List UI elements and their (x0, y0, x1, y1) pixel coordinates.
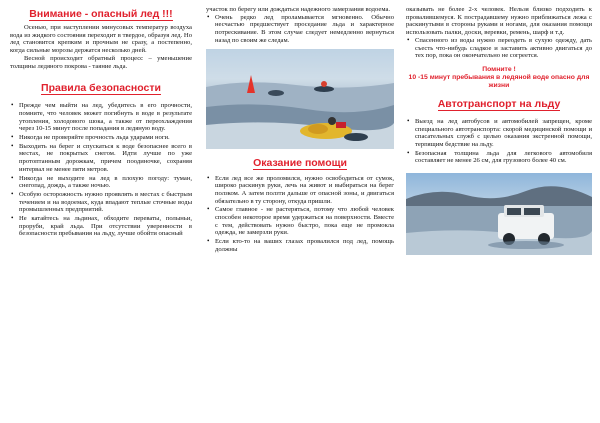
rules-list (10, 102, 192, 238)
rule-item: • Особую осторожность нужно проявлять в местах с быстрым течением и на водоемах, куда впадают теплые сточные воды промышленных предприятий. (10, 191, 192, 214)
aid-list (406, 37, 592, 60)
ice-rescue-illustration (206, 49, 394, 149)
attention-heading: Внимание - опасный лед !!! (29, 8, 173, 20)
auto-heading: Автотранспорт на льду (437, 97, 561, 110)
auto-item: • Безопасная толщина льда для легкового автомобиля составляет не менее 26 см, для грузового более 40 см. (406, 150, 592, 165)
column-3 (400, 0, 600, 423)
continued-text: оказывать не более 2-х человек. Нельзя близко подходить к провалившемуся. К пострадавшему нужно приближаться лежа с раскинутыми в стороны руками и ногами, для оказания помощи использовать палки, доски, веревки, ремень, шарф и т.д. (406, 6, 592, 37)
warning-title: Помните ! (482, 65, 516, 73)
help-heading: Оказание помощи (253, 156, 347, 169)
rules-heading: Правила безопасности (41, 82, 161, 95)
continued-text: участок по берегу или дождаться надежного замерзания водоема. (206, 6, 391, 13)
rule-item: • Никогда не проверяйте прочность льда ударами ноги. (10, 134, 192, 142)
aid-item: • Спасенного из воды нужно переодеть в сухую одежду, дать съесть что-нибудь сладкое и заставить активно двигаться до тех пор, пока он окончательно не согреется. (406, 37, 592, 60)
car-on-ice-illustration (406, 173, 592, 255)
rule-item: • Никогда не выходите на лед в плохую погоду: туман, снегопад, дождь, а также ночью. (10, 175, 192, 190)
warning-box (406, 66, 592, 90)
help-item: • Самое главное - не растеряться, потому что любой человек способен некоторое время удержаться на поверхности. Вместе с тем, действовать нужно быстро, пока еще не промокла одежда, не замерзли руки. (206, 206, 394, 237)
ice-rescue-photo (206, 49, 394, 149)
intro-paragraph-2: Весной происходит обратный процесс – уменьшение толщины ледяного покрова - таяние льда. (10, 54, 192, 70)
crack-list (206, 14, 394, 45)
rule-item: • Не катайтесь на льдинах, обходите переваты, полыньи, проруби, край льда. При отсутствии уверенности в безопасности пребывания на льду, лучше обойти опасный (10, 215, 192, 238)
auto-item: • Выезд на лед автобусов и автомобилей запрещен, кроме специального автотранспорта: скорой медицинской помощи и спасательных служб с целью оказания экстренной помощи, терпящим бедствие на льду. (406, 118, 592, 149)
rule-item: • Выходить на берег и спускаться к воде безопаснее всего в местах, не покрытых снегом. Идти лучше по уже протоптанным дорожкам, причем поодиночке, сохраняя интервал не менее пяти метров. (10, 143, 192, 174)
help-item: • Если лед все же проломился, нужно освободиться от сумок, широко раскинув руки, лечь на живот и выбираться на берег ползком. А затем ползти дальше от опасной зоны, и двигаться обязательно в ту сторону, откуда пришли. (206, 175, 394, 206)
help-list (206, 175, 394, 254)
column-1 (0, 0, 200, 423)
car-on-ice-photo (406, 173, 592, 255)
auto-list (406, 118, 592, 165)
warning-text: 10 -15 минут пребывания в ледяной воде опасно для жизни (408, 73, 590, 89)
help-item: • Если кто-то на ваших глазах провалился под лед, помощь должны (206, 238, 394, 253)
rule-item: • Прежде чем выйти на лед, убедитесь в его прочности, помните, что человек может погибнуть в воде в результате утопления, холодового шока, а также от переохлаждения через 10-15 минут после попадания в ледяную воду. (10, 102, 192, 133)
column-2 (200, 0, 400, 423)
crack-item: • Очень редко лед проламывается мгновенно. Обычно несчастью предшествует проседание льда и характерное потрескивание. В этом случае следует немедленно вернуться назад по своим же следам. (206, 14, 394, 45)
intro-paragraph: Осенью, при наступлении минусовых температур воздуха вода из жидкого состояния переходит в твердое, образуя лед. Но лед становится крепким и прочным не сразу, а постепенно, когда сильные морозы держатся несколько дней. (10, 24, 192, 55)
